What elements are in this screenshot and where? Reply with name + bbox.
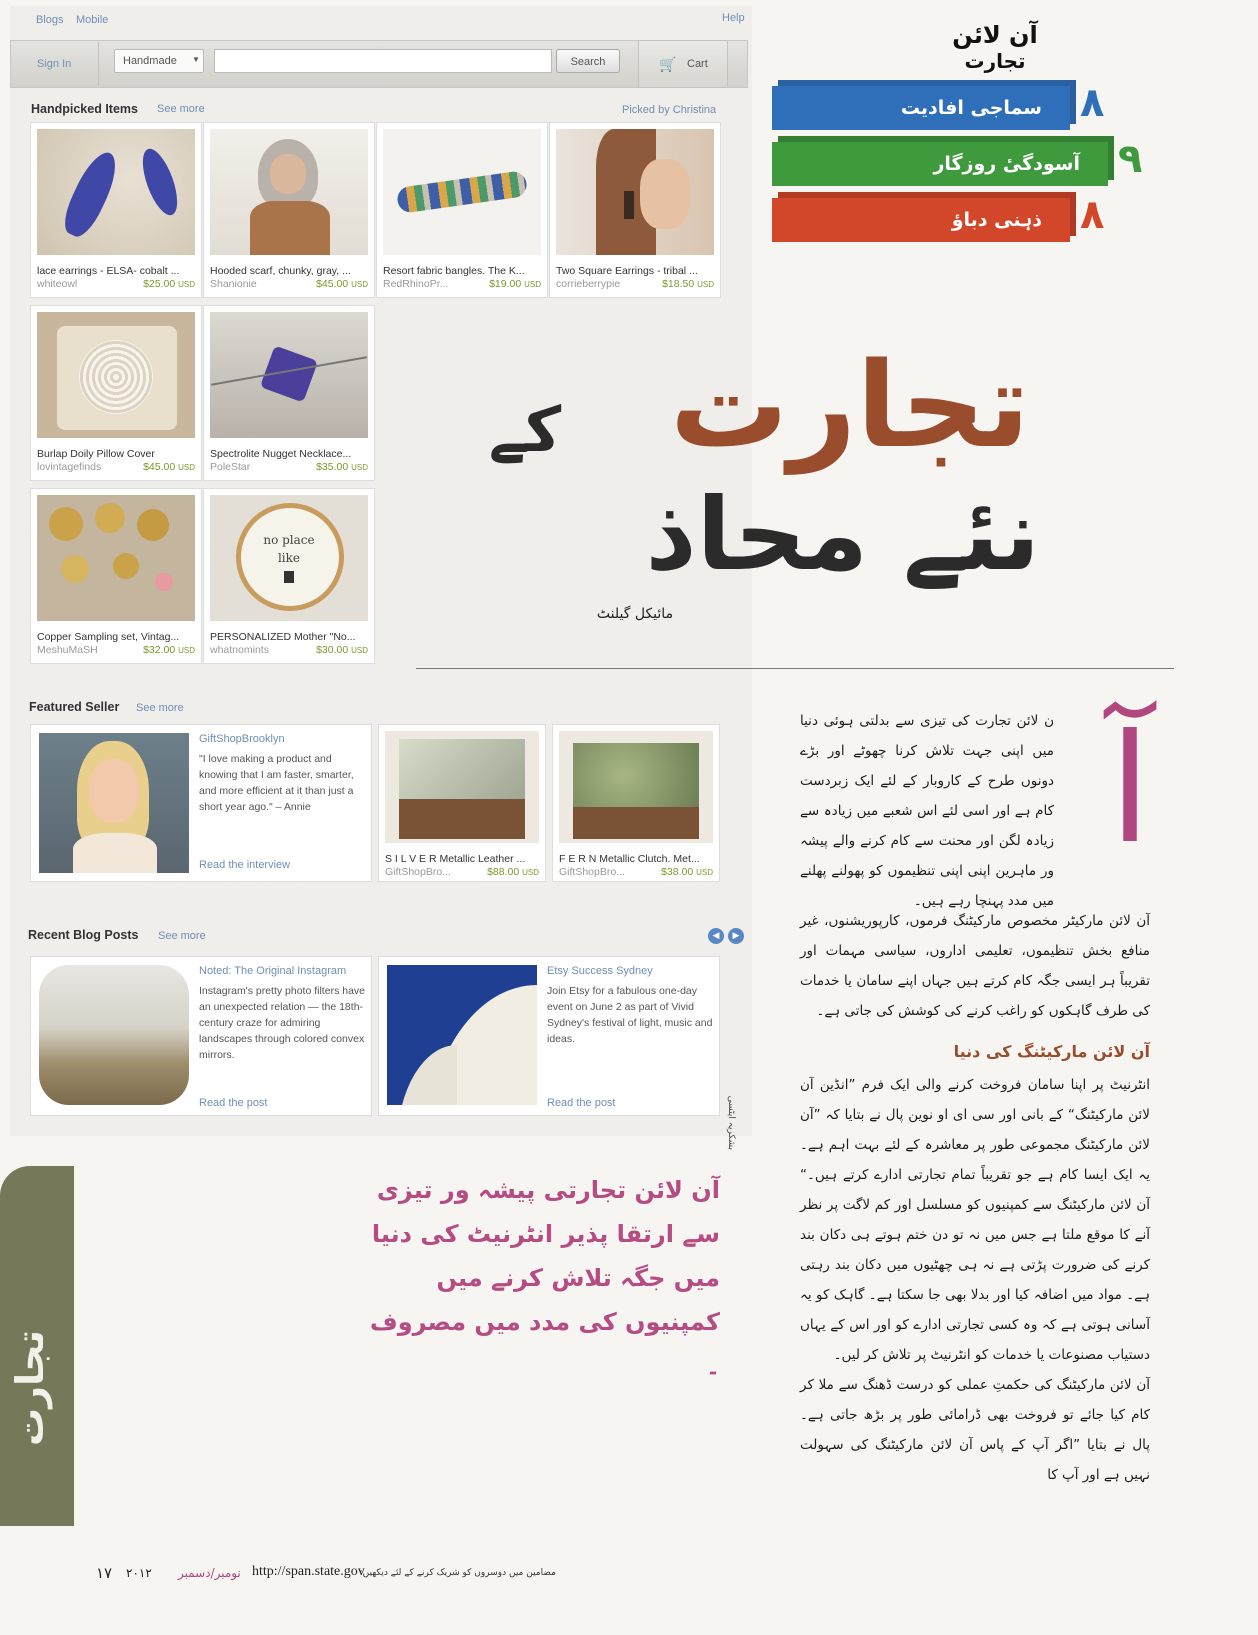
headline-main: تجارت bbox=[669, 336, 1030, 474]
item-price: $38.00 bbox=[661, 866, 694, 878]
kicker-line1: آن لائن bbox=[952, 21, 1038, 49]
drop-cap: آ bbox=[1109, 703, 1151, 877]
item-card[interactable] bbox=[203, 122, 375, 298]
item-seller: MeshuMaSH bbox=[37, 644, 98, 656]
category-select[interactable] bbox=[114, 49, 204, 73]
item-price: $18.50 bbox=[662, 278, 695, 290]
featured-seller-box bbox=[30, 724, 372, 882]
search-input[interactable] bbox=[214, 49, 552, 73]
item-price: $32.00 bbox=[143, 644, 176, 656]
item-title: PERSONALIZED Mother "No... bbox=[210, 631, 356, 643]
search-bar bbox=[10, 36, 748, 92]
featured-see-more[interactable]: See more bbox=[136, 702, 184, 714]
subhead: آن لائن مارکیٹنگ کی دنیا bbox=[953, 1042, 1150, 1061]
item-currency: USD bbox=[351, 646, 368, 655]
author: مائیکل گیلنٹ bbox=[596, 606, 674, 622]
pull-quote: آن لائن تجارتی پیشہ ور تیزی سے ارتقا پذیر انٹرنیٹ کی دنیا میں جگہ تلاش کرنے میں کمپنیوں کی مدد میں مصروف ۔ bbox=[369, 1176, 720, 1380]
item-currency: USD bbox=[696, 868, 713, 877]
hoop-text-line2: like bbox=[277, 551, 301, 565]
item-seller: whiteowl bbox=[37, 278, 78, 290]
blog-post-body: Join Etsy for a fabulous one-day event on June 2 as part of Vivid Sydney's festival of light, music and ideas. bbox=[547, 985, 713, 1045]
body-para1: ن لائن تجارت کی تیزی سے بدلتی ہوئی دنیا میں اپنی جہت تلاش کرنا چھوٹے اور بڑے دونوں طرح کے کاروبار کے لئے ایک زبردست کام ہے اور اسی لئے اس شعبے میں زیادہ سے زیادہ لگن اور محنت سے کام کرنے والے پیشہ ور ماہرین اپنی اپنی تنظیموں کو پھولنے پھلنے میں مدد پہنچا رہے ہیں۔ bbox=[800, 713, 1054, 909]
item-image-silver-bag bbox=[385, 731, 539, 843]
featured-quote: "I love making a product and knowing that I am faster, smarter, and more efficient at it than just a short year ago." – Annie bbox=[199, 753, 354, 813]
item-currency: USD bbox=[351, 280, 368, 289]
item-seller: PoleStar bbox=[210, 461, 251, 473]
item-seller: whatnomints bbox=[210, 644, 269, 656]
item-title: Resort fabric bangles. The K... bbox=[383, 265, 525, 277]
item-price: $88.00 bbox=[487, 866, 520, 878]
item-price: $19.00 bbox=[489, 278, 522, 290]
item-card[interactable] bbox=[203, 305, 375, 481]
body-para2: آن لائن مارکیٹر مخصوص مارکیٹنگ فرموں، کارپوریشنوں، غیر منافع بخش تنظیموں، تعلیمی اداروں، سیاسی مہمات اور تقریباً ہر ایسی جگہ کام کرتے ہیں جہاں اپنے سامان یا خدمات کی طرف گاہکوں کو راغب کرنے کی کوشش کی جاتی ہے۔ bbox=[800, 913, 1150, 1019]
blog-image-landscape bbox=[39, 965, 189, 1105]
item-seller: lovintagefinds bbox=[37, 461, 102, 473]
body-col-lower bbox=[800, 906, 1150, 1490]
read-post-link[interactable]: Read the post bbox=[547, 1097, 616, 1109]
blog-title: Recent Blog Posts bbox=[28, 928, 139, 942]
headline-ke: کے bbox=[488, 393, 562, 466]
item-currency: USD bbox=[178, 646, 195, 655]
item-currency: USD bbox=[351, 463, 368, 472]
divider bbox=[416, 668, 1174, 669]
item-title: Hooded scarf, chunky, gray, ... bbox=[210, 265, 351, 277]
blog-see-more[interactable]: See more bbox=[158, 930, 206, 942]
item-title: S I L V E R Metallic Leather ... bbox=[385, 853, 526, 865]
section-tab-label: تجارت bbox=[8, 1330, 52, 1446]
item-title: Two Square Earrings - tribal ... bbox=[556, 265, 698, 277]
item-seller: RedRhinoPr... bbox=[383, 278, 449, 290]
item-price: $30.00 bbox=[316, 644, 349, 656]
item-image-scarf bbox=[210, 129, 368, 255]
item-image-pillow bbox=[37, 312, 195, 438]
item-image-necklace bbox=[210, 312, 368, 438]
item-image-earrings bbox=[37, 129, 195, 255]
seller-photo bbox=[39, 733, 189, 873]
blogs-link[interactable]: Blogs bbox=[36, 14, 64, 26]
featured-shop-link[interactable]: GiftShopBrooklyn bbox=[199, 733, 285, 745]
item-title: Burlap Doily Pillow Cover bbox=[37, 448, 155, 460]
item-title: F E R N Metallic Clutch. Met... bbox=[559, 853, 700, 865]
featured-item-card[interactable] bbox=[552, 724, 720, 882]
footer-year: ۲۰۱۲ bbox=[126, 1566, 152, 1580]
next-arrow-icon[interactable]: ▶ bbox=[728, 928, 744, 944]
rating-bar-social: سماجی افادیت bbox=[772, 86, 1070, 130]
item-currency: USD bbox=[524, 280, 541, 289]
read-post-link[interactable]: Read the post bbox=[199, 1097, 268, 1109]
featured-item-card[interactable] bbox=[378, 724, 546, 882]
item-image-embroidery-hoop bbox=[210, 495, 368, 621]
item-price: $45.00 bbox=[143, 461, 176, 473]
item-title: Copper Sampling set, Vintag... bbox=[37, 631, 180, 643]
picked-by-link[interactable]: Picked by Christina bbox=[622, 104, 717, 116]
headline-second: نئے محاذ bbox=[645, 476, 1040, 593]
mobile-link[interactable]: Mobile bbox=[76, 14, 109, 26]
body-para1-top bbox=[800, 706, 1054, 916]
item-card[interactable] bbox=[30, 305, 202, 481]
cart-icon: 🛒 bbox=[659, 56, 677, 72]
rating-num-livelihood: ۹ bbox=[1118, 136, 1143, 182]
hoop-text-line1: no place bbox=[263, 533, 315, 547]
blog-post-card bbox=[378, 956, 720, 1116]
footer-issue: نومبر/دسمبر bbox=[178, 1566, 241, 1580]
read-interview-link[interactable]: Read the interview bbox=[199, 859, 291, 871]
item-image-square-earrings bbox=[556, 129, 714, 255]
blog-image-sydney bbox=[387, 965, 537, 1105]
item-currency: USD bbox=[522, 868, 539, 877]
item-title: Spectrolite Nugget Necklace... bbox=[210, 448, 352, 460]
item-image-copper-set bbox=[37, 495, 195, 621]
item-currency: USD bbox=[697, 280, 714, 289]
rating-num-social: ۸ bbox=[1080, 80, 1105, 126]
blog-post-body: Instagram's pretty photo filters have an unexpected relation — the 18th-century craze for admiring landscapes through colored convex mirrors. bbox=[199, 985, 366, 1061]
rating-num-stress: ۸ bbox=[1080, 192, 1105, 238]
item-card[interactable] bbox=[30, 122, 202, 298]
footer-url[interactable]: http://span.state.gov bbox=[252, 1564, 365, 1579]
house-icon bbox=[284, 571, 294, 583]
body-para4: آن لائن مارکیٹنگ کی حکمتِ عملی کو درست ڈھنگ سے ملا کر کام کیا جائے تو فروخت بھی ڈرامائی طور پر بڑھ جاتی ہے۔ پال نے بتایا ”اگر آپ کے پاس آن لائن مارکیٹنگ کی سہولت نہیں ہے اور آپ کا bbox=[800, 1377, 1150, 1483]
featured-title: Featured Seller bbox=[29, 700, 120, 714]
blog-post-card bbox=[30, 956, 372, 1116]
prev-arrow-icon[interactable]: ◀ bbox=[708, 928, 724, 944]
help-link[interactable]: Help bbox=[722, 12, 745, 24]
kicker bbox=[940, 22, 1050, 74]
item-price: $35.00 bbox=[316, 461, 349, 473]
cart-button[interactable] bbox=[638, 40, 728, 88]
item-currency: USD bbox=[178, 463, 195, 472]
page-number: ۱۷ bbox=[96, 1564, 113, 1582]
item-seller: GiftShopBro... bbox=[385, 866, 451, 878]
item-price: $25.00 bbox=[143, 278, 176, 290]
item-price: $45.00 bbox=[316, 278, 349, 290]
item-seller: corrieberrypie bbox=[556, 278, 621, 290]
handpicked-see-more[interactable]: See more bbox=[157, 103, 205, 115]
item-card[interactable] bbox=[30, 488, 202, 664]
item-title: lace earrings - ELSA- cobalt ... bbox=[37, 265, 180, 277]
rating-bar-stress: ذہنی دباؤ bbox=[772, 198, 1070, 242]
kicker-line2: تجارت bbox=[964, 49, 1026, 73]
photo-credit: بشکریہ ایٹسی bbox=[726, 1095, 736, 1150]
item-image-bangles bbox=[383, 129, 541, 255]
rating-bar-livelihood: آسودگیٔ روزگار bbox=[772, 142, 1108, 186]
item-card[interactable] bbox=[376, 122, 548, 298]
sign-in-link[interactable]: Sign In bbox=[37, 58, 72, 70]
body-para3: انٹرنیٹ پر اپنا سامان فروخت کرنے والی ایک فرم ”انڈین آن لائن مارکیٹنگ“ کے بانی اور سی ای او نوین پال نے بتایا کہ ”آن لائن مارکیٹنگ مجموعی طور پر معاشرہ کے لئے بہت اہم ہے۔ یہ ایک ایسا کام ہے جو تقریباً تمام تجارتی ادارے کرتے ہیں۔“ آن لائن مارکیٹنگ سے کمپنیوں کو مسلسل اور کم لاگت پر نظر آنے کا موقع ملتا ہے جس میں نہ تو دن ختم ہوتے ہی دکان بند کرنے کی ضرورت پڑتی ہے نہ ہی چھٹیوں میں دکان بند رہتی ہے۔ مواد میں اضافہ کیا اور بدلا بھی جا سکتا ہے۔ گاہک کو یہ آسانی ہوتی ہے کہ وہ کسی تجارتی ادارے کو اور اس کے یہاں دستیاب مصنوعات یا خدمات کو انٹرنیٹ پر تلاش کر لیں۔ bbox=[800, 1077, 1150, 1363]
item-card[interactable] bbox=[549, 122, 721, 298]
chevron-down-icon: ▼ bbox=[192, 55, 200, 64]
item-card[interactable] bbox=[203, 488, 375, 664]
item-currency: USD bbox=[178, 280, 195, 289]
category-label: Handmade bbox=[123, 55, 177, 67]
footer-share: مضامین میں دوسروں کو شریک کرنے کے لئے دیکھیں: bbox=[359, 1568, 556, 1578]
item-seller: GiftShopBro... bbox=[559, 866, 625, 878]
cart-label: Cart bbox=[687, 58, 708, 70]
handpicked-title: Handpicked Items bbox=[31, 102, 138, 116]
search-button-label: Search bbox=[570, 56, 606, 68]
search-button[interactable] bbox=[556, 49, 620, 73]
blog-post-title[interactable]: Etsy Success Sydney bbox=[547, 965, 653, 977]
item-seller: Shanionie bbox=[210, 278, 257, 290]
blog-post-title[interactable]: Noted: The Original Instagram bbox=[199, 965, 347, 977]
item-image-fern-clutch bbox=[559, 731, 713, 843]
